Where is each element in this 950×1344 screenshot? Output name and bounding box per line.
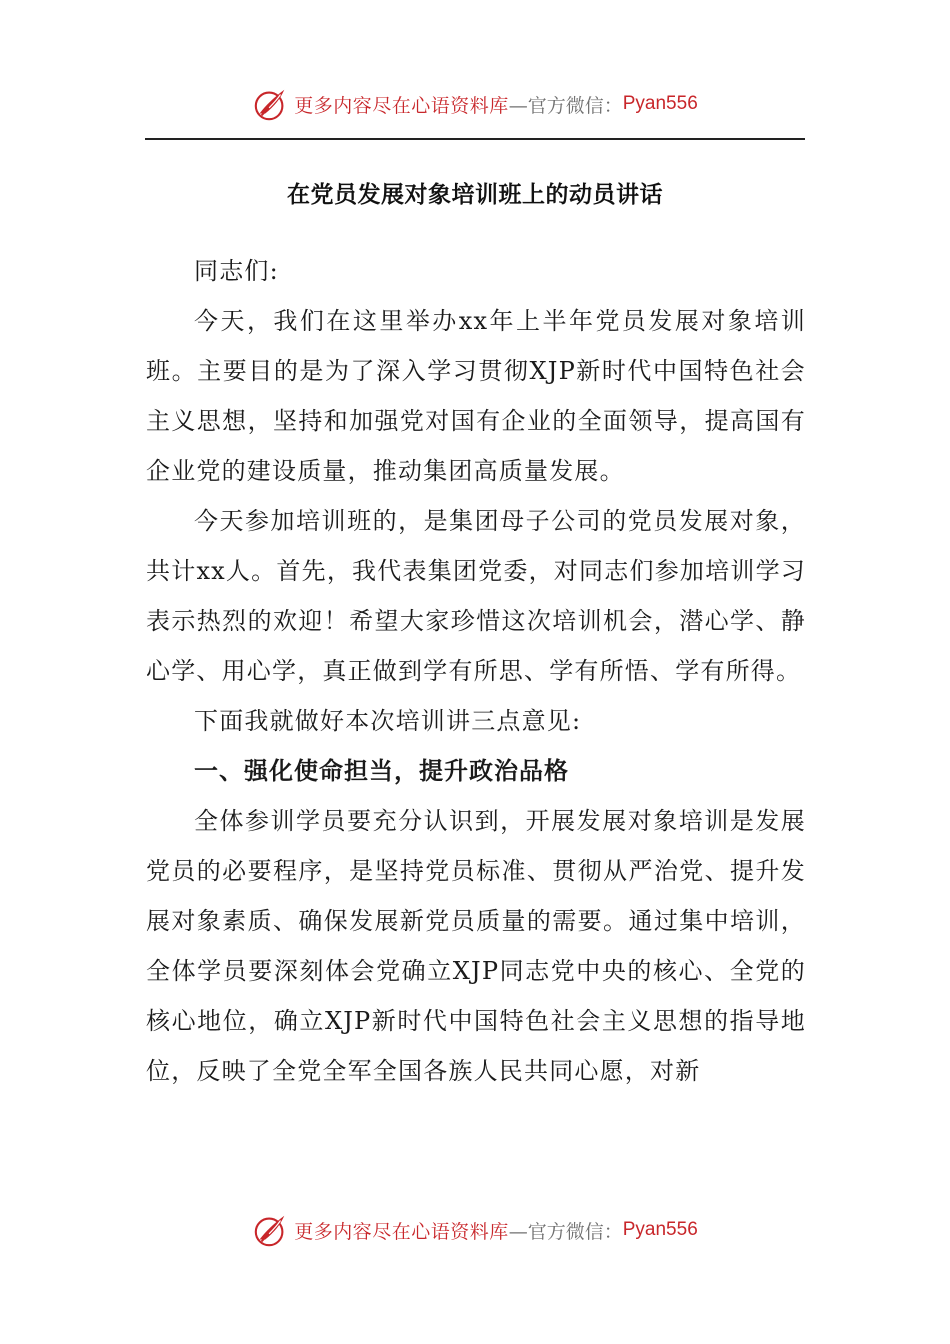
quill-pen-icon xyxy=(252,1211,290,1249)
banner-wechat-label: —官方微信： xyxy=(508,94,623,117)
paragraph: 下面我就做好本次培训讲三点意见: xyxy=(194,707,582,735)
banner-site-name: 更多内容尽在心语资料库 xyxy=(294,94,509,117)
section-heading: 一、强化使命担当，提升政治品格 xyxy=(194,757,569,785)
paragraph: 今天参加培训班的，是集团母子公司的党员发展对象，共计xx人。首先，我代表集团党委，对同志们参加培训学习表示热烈的欢迎！希望大家珍惜这次培训机会，潜心学、静心学、用心学，真正做到学有所思、学有所悟、学有所得。 xyxy=(146,507,806,685)
header-divider xyxy=(145,138,805,140)
banner-wechat-id: Pyan556 xyxy=(622,1219,698,1240)
paragraph: 今天，我们在这里举办xx年上半年党员发展对象培训班。主要目的是为了深入学习贯彻XJP新时代中国特色社会主义思想，坚持和加强党对国有企业的全面领导，提高国有企业党的建设质量，推动集团高质量发展。 xyxy=(146,307,806,485)
document-body xyxy=(146,246,806,1096)
footer-watermark-banner xyxy=(0,1208,950,1252)
banner-wechat-label: —官方微信： xyxy=(508,1220,623,1243)
salutation: 同志们: xyxy=(194,257,279,285)
document-title: 在党员发展对象培训班上的动员讲话 xyxy=(287,182,663,208)
banner-wechat-id: Pyan556 xyxy=(622,93,698,114)
paragraph: 全体参训学员要充分认识到，开展发展对象培训是发展党员的必要程序，是坚持党员标准、贯彻从严治党、提升发展对象素质、确保发展新党员质量的需要。通过集中培训，全体学员要深刻体会党确立XJP同志党中央的核心、全党的核心地位，确立XJP新时代中国特色社会主义思想的指导地位，反映了全党全军全国各族人民共同心愿，对新 xyxy=(146,807,806,1085)
quill-pen-icon xyxy=(252,85,290,123)
banner-site-name: 更多内容尽在心语资料库 xyxy=(294,1220,509,1243)
header-watermark-banner xyxy=(0,82,950,126)
